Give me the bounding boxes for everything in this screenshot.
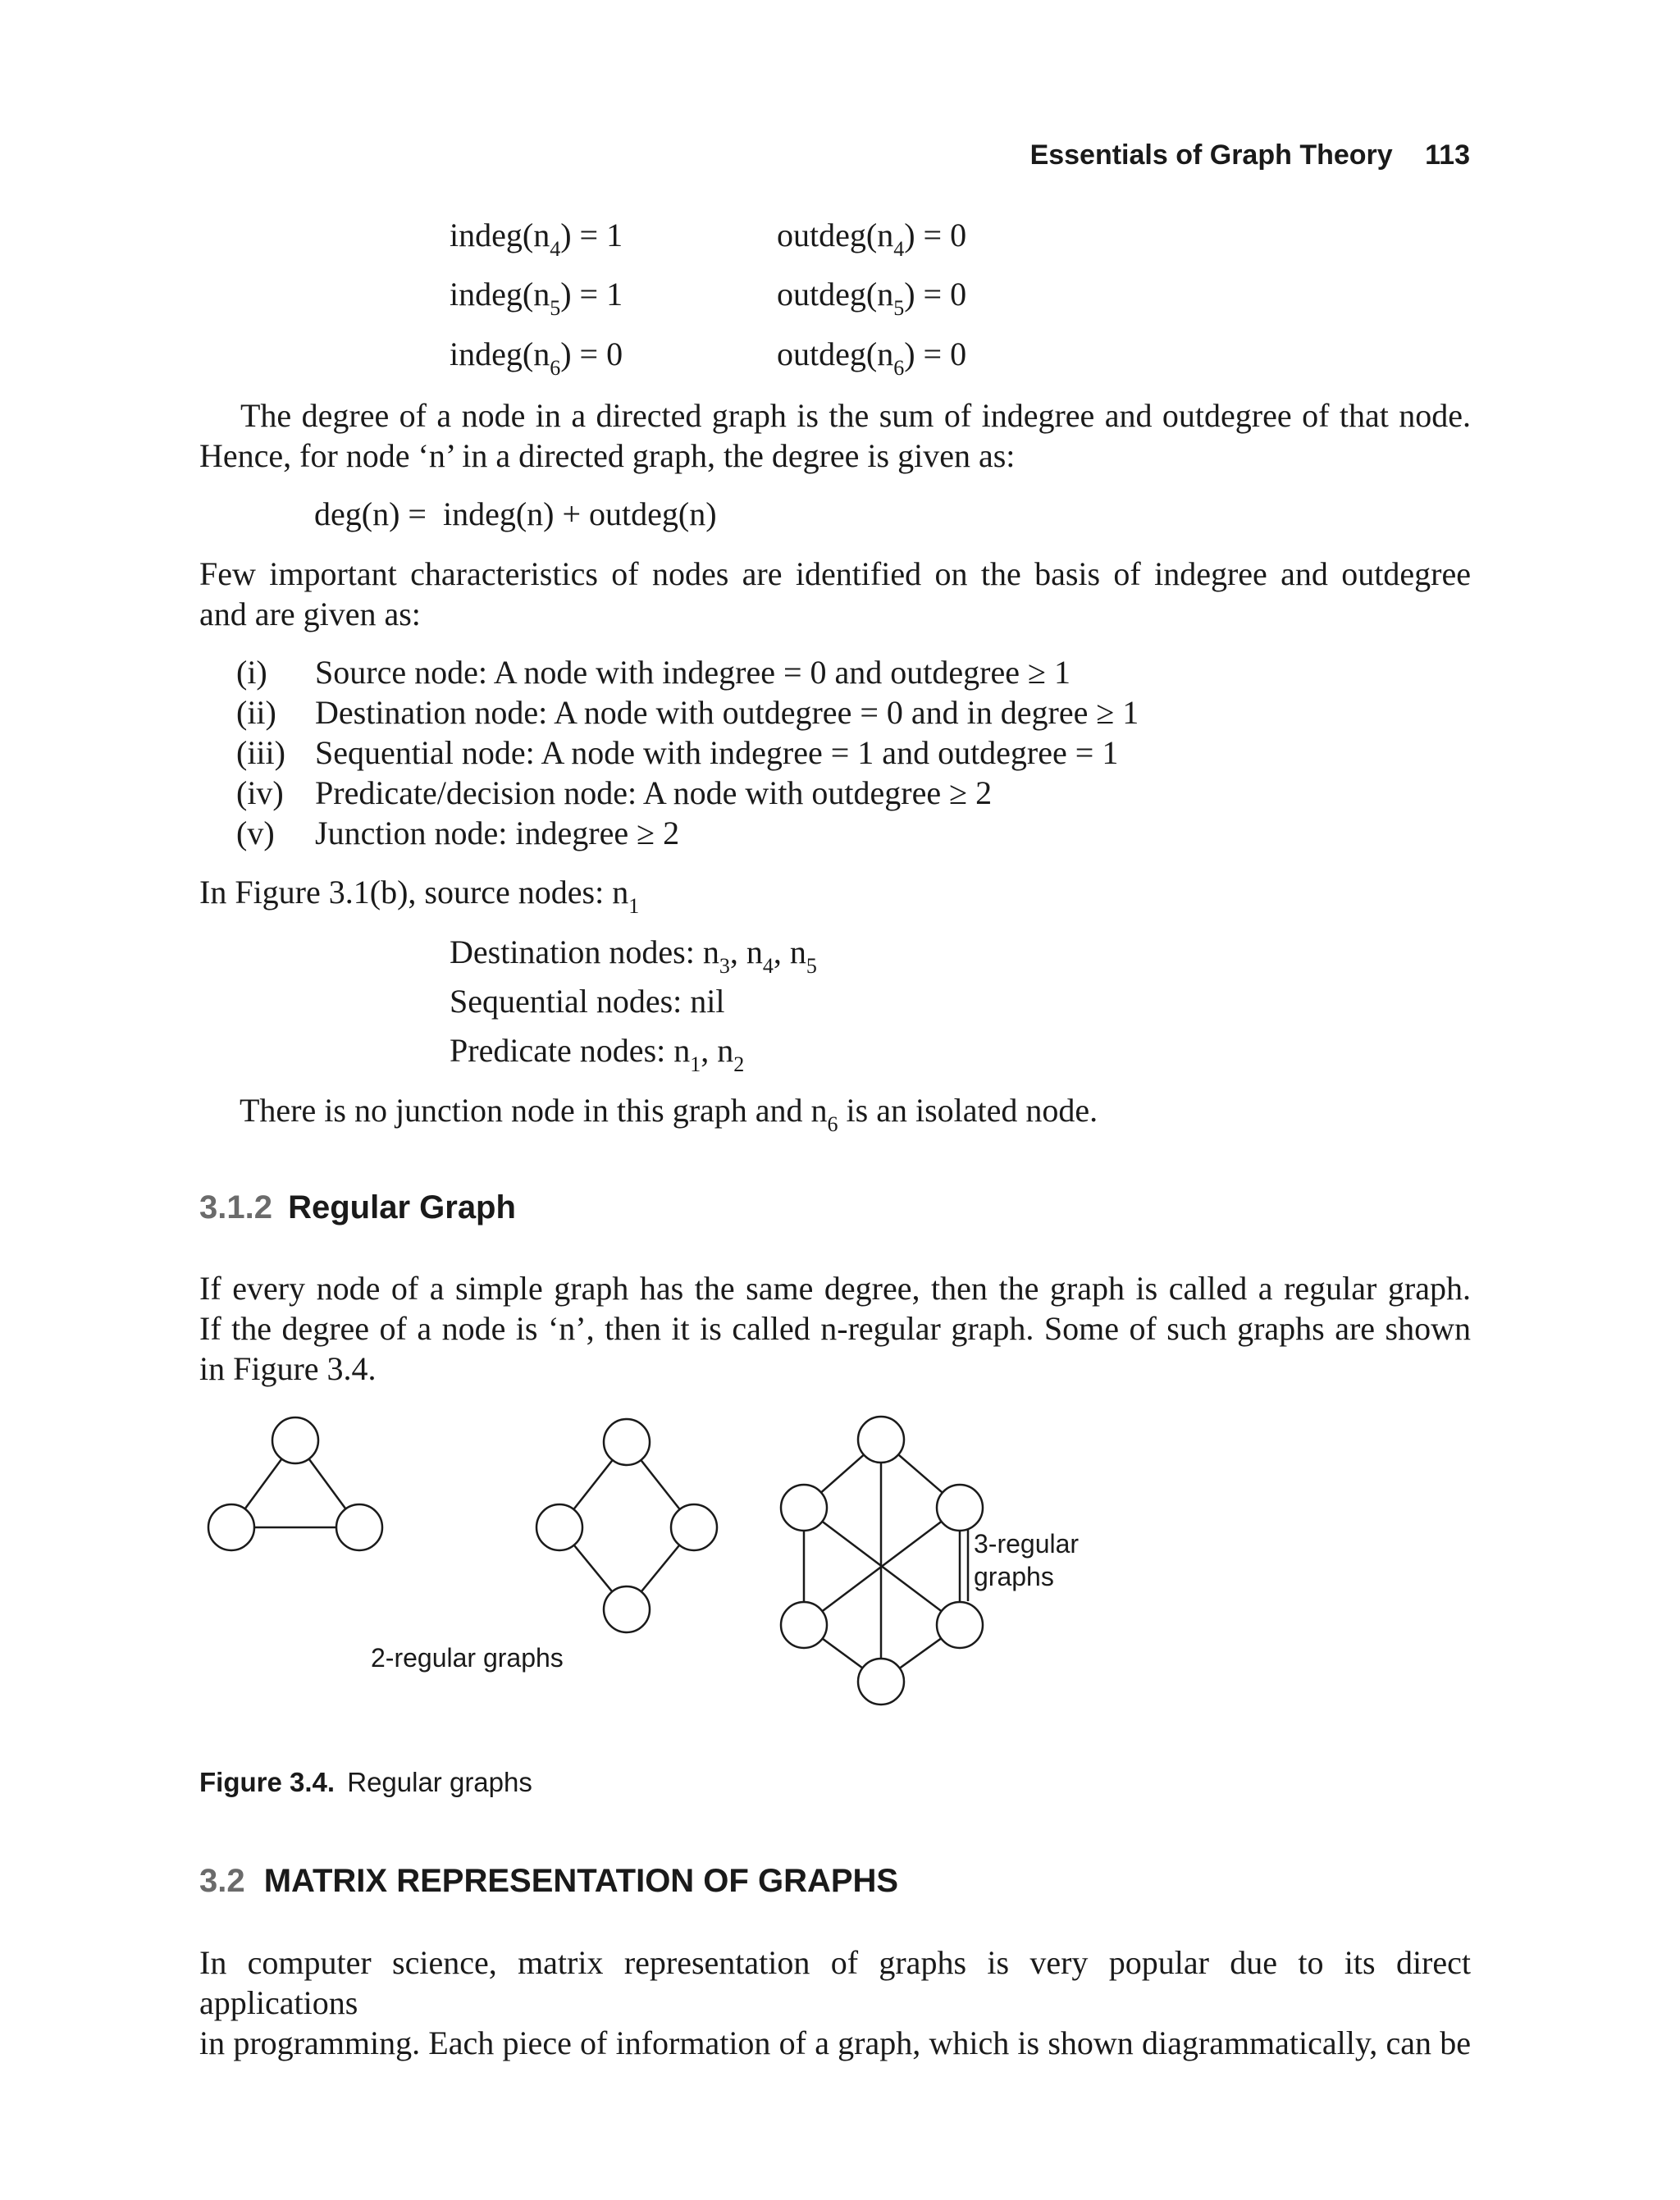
page-number: 113 [1425, 139, 1470, 171]
graph-node [208, 1504, 254, 1550]
running-title: Essentials of Graph Theory [1029, 139, 1393, 171]
label-2-regular: 2-regular graphs [371, 1643, 564, 1673]
indeg-n5: $indeg(n_5) = 1$ [450, 276, 623, 320]
regular-graph-line-2: If the degree of a node is ‘n’, then it is called n-regular graph. Some of such graphs are shown [199, 1310, 1471, 1347]
degree-equation-lhs: deg(n) = [314, 495, 427, 532]
outdeg-n5: $outdeg(n_5) = 0$ [777, 276, 967, 320]
destination-nodes: Destination nodes: $n_3$, $n_4$, $n_5$ [450, 933, 817, 978]
section-heading-3-2 [199, 1863, 898, 1900]
matrix-paragraph-line-1: In computer science, matrix representation of graphs is very popular due to its direct applications [199, 1944, 1471, 2021]
section-title: Regular Graph [288, 1189, 516, 1226]
matrix-representation-paragraph [199, 1942, 1471, 2063]
graph-node [937, 1485, 983, 1531]
outdeg-n4: $outdeg(n_4) = 0$ [777, 217, 967, 261]
section-title: MATRIX REPRESENTATION OF GRAPHS [263, 1863, 899, 1899]
list-item: (v) Junction node: indegree ≥ 2 [236, 815, 680, 851]
graph-node [336, 1504, 382, 1550]
characteristics-line-1: Few important characteristics of nodes are identified on the basis of indegree and outdegree [199, 555, 1471, 592]
graph-node [671, 1504, 717, 1550]
regular-graph-line-3: in Figure 3.4. [199, 1350, 377, 1387]
list-item: (iii) Sequential node: A node with indegree = 1 and outdegree = 1 [236, 734, 1119, 771]
graph-node [536, 1504, 582, 1550]
list-item: (ii) Destination node: A node with outdegree = 0 and in degree ≥ 1 [236, 694, 1139, 731]
degree-equation-rhs: indeg(n) + outdeg(n) [442, 495, 717, 532]
junction-statement: There is no junction node in this graph and $n_6$ is an isolated node. [240, 1092, 1098, 1136]
graph-node [604, 1586, 650, 1632]
indeg-n4: $indeg(n_4) = 1$ [450, 217, 623, 261]
graph-node [858, 1417, 904, 1463]
degree-paragraph-line-2: Hence, for node ‘n’ in a directed graph, the degree is given as: [199, 437, 1016, 474]
graph-node [937, 1602, 983, 1648]
list-item: (i) Source node: A node with indegree = 0 and outdegree ≥ 1 [236, 654, 1071, 691]
graph-node [781, 1485, 827, 1531]
graph-node [272, 1417, 318, 1463]
sequential-nodes: Sequential nodes: nil [450, 983, 725, 1020]
label-3-regular-line-2: graphs [974, 1562, 1054, 1591]
graph-node [604, 1419, 650, 1465]
predicate-nodes: Predicate nodes: $n_1$, $n_2$ [450, 1032, 745, 1076]
degree-paragraph-line-1: The degree of a node in a directed graph is the sum of indegree and outdegree of that node. [240, 397, 1471, 434]
regular-graph-line-1: If every node of a simple graph has the same degree, then the graph is called a regular graph. [199, 1270, 1471, 1307]
list-item: (iv) Predicate/decision node: A node with outdegree ≥ 2 [236, 774, 993, 811]
indeg-n6: $indeg(n_6) = 0$ [450, 335, 623, 380]
section-number: 3.1.2 [199, 1189, 272, 1226]
characteristics-line-2: and are given as: [199, 596, 421, 632]
section-number: 3.2 [199, 1863, 245, 1899]
source-nodes: In Figure 3.1(b), source nodes: $n_1$ [199, 874, 640, 918]
matrix-paragraph-line-2: in programming. Each piece of information of a graph, which is shown diagrammatically, can be [199, 2024, 1471, 2061]
figure-caption-text: Regular graphs [347, 1767, 532, 1797]
graph-node [781, 1602, 827, 1648]
outdeg-n6: $outdeg(n_6) = 0$ [777, 335, 967, 380]
graph-node [858, 1659, 904, 1705]
figure-caption-label: Figure 3.4. [199, 1767, 336, 1797]
figure-caption [199, 1767, 532, 1798]
label-3-regular-line-1: 3-regular [974, 1529, 1080, 1559]
